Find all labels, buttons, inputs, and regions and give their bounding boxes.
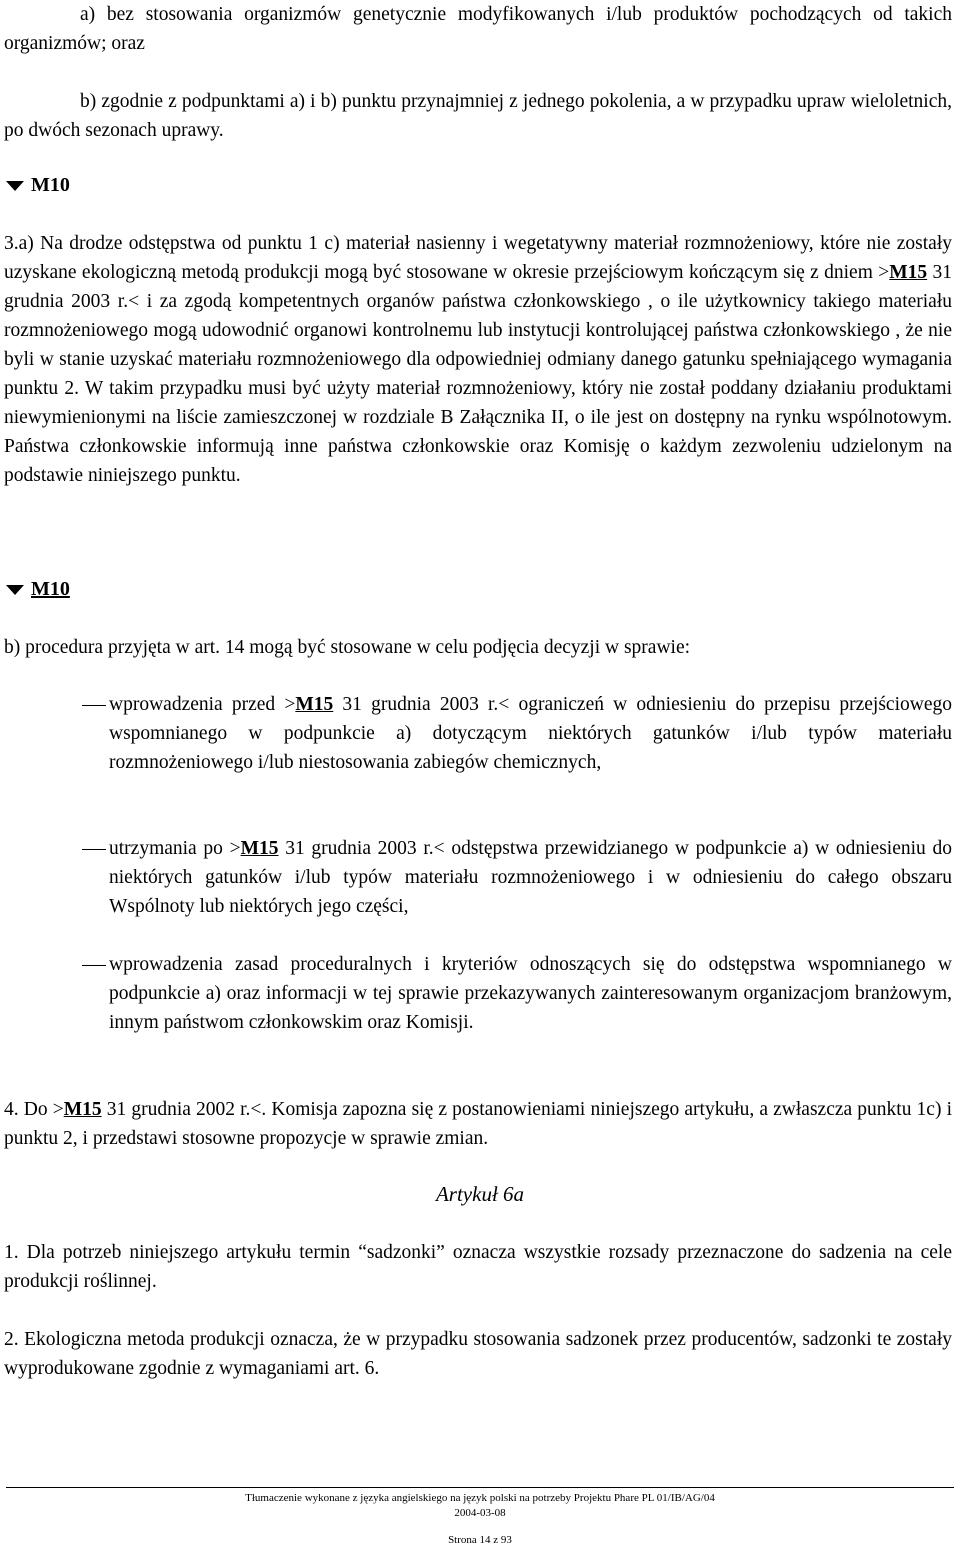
list-item: utrzymania po >M15 31 grudnia 2003 r.< odstępstwa przewidzianego w podpunkcie a) w odniesieniu do niektórych gatunków i/lub typów materiału rozmnożeniowego i w odniesieniu do całego obszaru Wspólnoty lub niektórych jego części, <box>82 834 952 921</box>
amendment-marker-m10[interactable]: M10 <box>6 171 70 200</box>
triangle-down-icon <box>6 585 24 595</box>
footer-date: 2004-03-08 <box>454 1507 506 1519</box>
footer-divider <box>6 1487 954 1488</box>
reference-m15[interactable]: M15 <box>240 838 279 859</box>
footer-translation-note: Tłumaczenie wykonane z języka angielskiego na język polski na potrzeby Projektu Phare PL 01/IB/AG/04 <box>245 1492 715 1504</box>
dash-mark <box>82 849 106 850</box>
amendment-marker-m10-link[interactable]: M10 <box>6 575 70 604</box>
list-item: wprowadzenia zasad proceduralnych i kryteriów odnoszących się do odstępstwa wspomnianego w podpunkcie a) oraz informacji w tej sprawie przekazywanych zainteresowanym organizacjom branżowym, innym państwom członkowskim oraz Komisji. <box>82 950 952 1037</box>
list-item: wprowadzenia przed >M15 31 grudnia 2003 r.< ograniczeń w odniesieniu do przepisu przejściowego wspomnianego w podpunkcie a) dotyczącym niektórych gatunków i/lub typów materiału rozmnożeniowego i/lub niestosowania zabiegów chemicznych, <box>82 690 952 777</box>
reference-m15[interactable]: M15 <box>63 1099 102 1120</box>
article-paragraph-1: 1. Dla potrzeb niniejszego artykułu termin “sadzonki” oznacza wszystkie rozsady przeznaczone do sadzenia na cele produkcji roślinnej. <box>4 1242 952 1292</box>
page-number: Strona 14 z 93 <box>448 1534 512 1546</box>
dash-mark <box>82 705 106 706</box>
paragraph-3a: 3.a) Na drodze odstępstwa od punktu 1 c) materiał nasienny i wegetatywny materiał rozmnożeniowy, które nie zostały uzyskane ekologiczną metodą produkcji mogą być stosowane w okresie przejściowym kończącym się z dniem >M15 31 grudnia 2003 r.< i za zgodą kompetentnych organów państwa członkowskiego , o ile użytkownicy takiego materiału rozmnożeniowego mogą udowodnić organowi kontrolnemu lub instytucji kontrolującej państwa członkowskiego , że nie byli w stanie uzyskać materiału rozmnożeniowego dla odpowiedniej odmiany danego gatunku spełniającego wymagania punktu 2. W takim przypadku musi być użyty materiał rozmnożeniowy, który nie został poddany działaniu produktami niewymienionymi na liście zamieszczonej w rozdziale B Załącznika II, o ile jest on dostępny na rynku wspólnotowym. Państwa członkowskie informują inne państwa członkowskie oraz Komisję o każdym zezwoleniu udzielonym na podstawie niniejszego punktu. <box>4 233 952 486</box>
dash-mark <box>82 965 106 966</box>
triangle-down-icon <box>6 181 24 191</box>
article-title: Artykuł 6a <box>435 1182 525 1206</box>
paragraph-a: a) bez stosowania organizmów genetycznie modyfikowanych i/lub produktów pochodzących od takich organizmów; oraz <box>4 4 952 54</box>
paragraph-b: b) zgodnie z podpunktami a) i b) punktu przynajmniej z jednego pokolenia, a w przypadku upraw wieloletnich, po dwóch sezonach uprawy. <box>4 91 952 141</box>
paragraph-4: 4. Do >M15 31 grudnia 2002 r.<. Komisja zapozna się z postanowieniami niniejszego artykułu, a zwłaszcza punktu 1c) i punktu 2, i przedstawi stosowne propozycje w sprawie zmian. <box>4 1099 952 1149</box>
reference-m15[interactable]: M15 <box>889 262 928 283</box>
article-paragraph-2: 2. Ekologiczna metoda produkcji oznacza, że w przypadku stosowania sadzonek przez producentów, sadzonki te zostały wyprodukowane zgodnie z wymaganiami art. 6. <box>4 1329 952 1379</box>
reference-m15[interactable]: M15 <box>295 694 334 715</box>
paragraph-b-procedure: b) procedura przyjęta w art. 14 mogą być stosowane w celu podjęcia decyzji w sprawie: <box>4 637 691 658</box>
